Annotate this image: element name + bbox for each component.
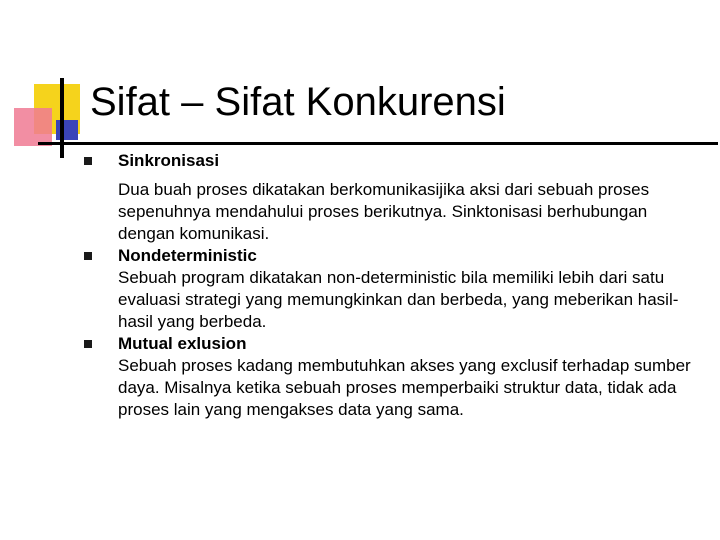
slide-title: Sifat – Sifat Konkurensi [90,80,506,124]
bullet-item-sinkronisasi [84,150,704,245]
decor-vertical-line [60,78,64,158]
square-bullet-icon [84,252,92,260]
bullet-text: Sebuah program dikatakan non-deterministic bila memiliki lebih dari satu evaluasi strategi yang memungkinkan dan berbeda, yang meberikan hasil-hasil yang berbeda. [118,268,679,331]
decor-red-square [14,108,52,146]
bullet-text: Sebuah proses kadang membutuhkan akses yang exclusif terhadap sumber daya. Misalnya ketika sebuah proses memperbaiki struktur data, tidak ada proses lain yang mengakses data yang sama. [118,356,691,419]
title-underline [38,142,718,145]
bullet-heading: Mutual exlusion [118,334,247,353]
bullet-item-mutual-exlusion [84,333,704,421]
bullet-heading: Nondeterministic [118,246,257,265]
bullet-list [84,150,704,421]
square-bullet-icon [84,340,92,348]
bullet-item-nondeterministic [84,245,704,333]
square-bullet-icon [84,157,92,165]
bullet-text: Dua buah proses dikatakan berkomunikasijika aksi dari sebuah proses sepenuhnya mendahului proses berikutnya. Sinktonisasi berhubungan dengan komunikasi. [118,180,650,243]
bullet-heading: Sinkronisasi [118,151,220,170]
